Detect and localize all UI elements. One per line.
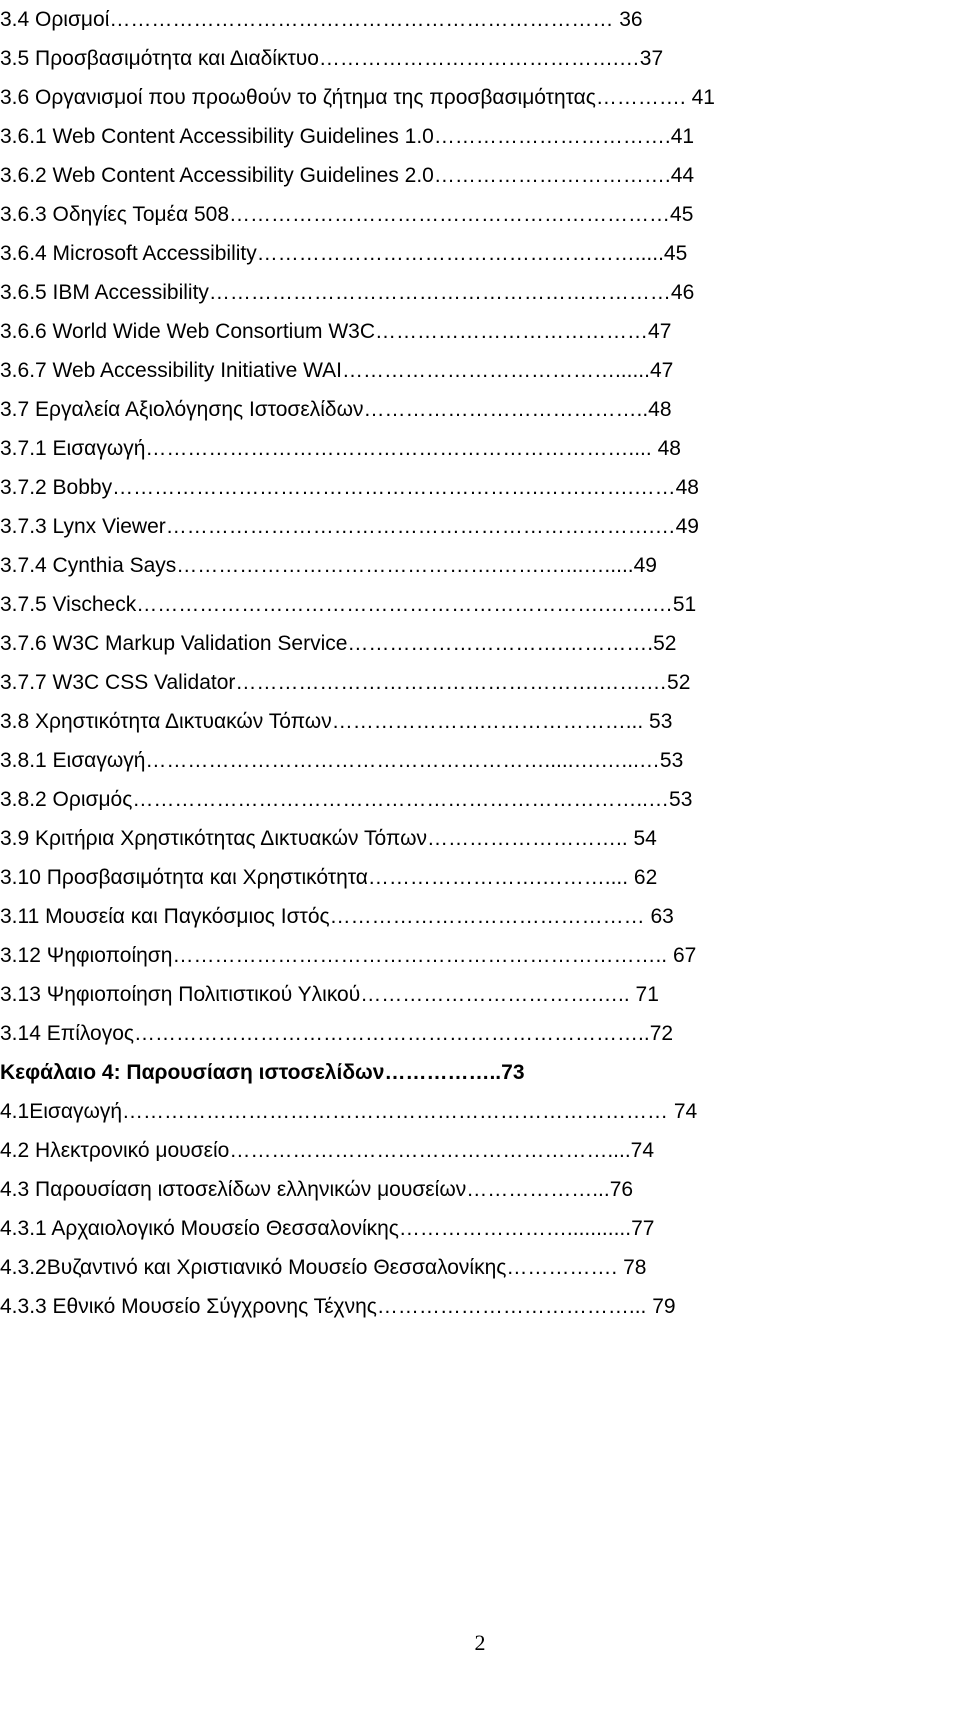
toc-entry-text: 3.7.4 Cynthia Says……………………………………….…….…...….....49 [0, 554, 657, 577]
toc-entry-text: 3.7.3 Lynx Viewer…………………………………………………………….…49 [0, 515, 699, 538]
toc-entry-text: 3.8 Χρηστικότητα Δικτυακών Τόπων……………………………………... 53 [0, 710, 673, 733]
toc-entry [0, 1053, 525, 1093]
page-number: 2 [474, 1630, 486, 1655]
toc-entry [0, 1209, 654, 1249]
toc-entry-text: 3.6.3 Οδηγίες Τομέα 508………………………………………………………45 [0, 203, 694, 226]
toc-entry-text: 3.6.6 World Wide Web Consortium W3C…………………………………47 [0, 320, 672, 343]
toc-entry [0, 0, 643, 40]
toc-entry-text: 3.8.2 Ορισμός………………………………………………………………..…53 [0, 788, 693, 811]
toc-entry [0, 39, 663, 79]
toc-entry-text: 3.7.5 Vischeck………………………………………………………….…….…51 [0, 593, 697, 616]
toc-entry [0, 1014, 673, 1054]
toc-entry-text: 3.5 Προσβασιμότητα και Διαδίκτυο…………………………………….…37 [0, 47, 664, 70]
toc-entry-text: 3.9 Κριτήρια Χρηστικότητας Δικτυακών Τόπων……………………….. 54 [0, 827, 657, 850]
toc-entry-text: 4.3.3 Εθνικό Μουσείο Σύγχρονης Τέχνης………………………………... 79 [0, 1295, 676, 1318]
toc-entry [0, 585, 696, 625]
toc-entry [0, 702, 672, 742]
toc-entry-text: 3.4 Ορισμοί……………………………………………………………… 36 [0, 8, 643, 31]
toc-entry [0, 858, 657, 898]
toc-entry-text: 4.3.1 Αρχαιολογικό Μουσείο Θεσσαλονίκης……………………...........77 [0, 1217, 655, 1240]
toc-entry-text: 3.13 Ψηφιοποίηση Πολιτιστικού Υλικού…………………………….….. 71 [0, 983, 659, 1006]
toc-entry [0, 1248, 646, 1288]
toc-entry-text: 3.7.2 Bobby…………………………………………………….…….…….……48 [0, 476, 699, 499]
toc-entry [0, 78, 715, 118]
toc-entry [0, 273, 694, 313]
toc-entry [0, 975, 659, 1015]
toc-entry [0, 429, 681, 469]
toc-entry [0, 1092, 697, 1132]
toc-entry-text: 3.12 Ψηφιοποίηση…………………………………………………………….. 67 [0, 944, 697, 967]
toc-entry-text: 3.6.7 Web Accessibility Initiative WAI…………………………………......47 [0, 359, 674, 382]
toc-entry-text: Κεφάλαιο 4: Παρουσίαση ιστοσελίδων……………..73 [0, 1061, 525, 1084]
toc-entry-text: 3.6.1 Web Content Accessibility Guidelines 1.0…………………………….41 [0, 125, 695, 148]
toc-entry [0, 507, 699, 547]
toc-entry-text: 3.6.5 IBM Accessibility…………………………………………………………46 [0, 281, 695, 304]
toc-entry-text: 3.11 Μουσεία και Παγκόσμιος Ιστός……………………………………… 63 [0, 905, 674, 928]
toc-entry-text: 3.7.6 W3C Markup Validation Service………………………….………….52 [0, 632, 677, 655]
toc-entry-text: 3.10 Προσβασιμότητα και Χρηστικότητα…………………….……….... 62 [0, 866, 658, 889]
toc-entry [0, 1287, 676, 1327]
toc-entry-text: 3.7 Εργαλεία Αξιολόγησης Ιστοσελίδων…………………………………..48 [0, 398, 672, 421]
toc-entry [0, 897, 674, 937]
toc-entry [0, 663, 690, 703]
toc-entry [0, 234, 687, 274]
toc-entry [0, 936, 696, 976]
toc-entry [0, 741, 683, 781]
toc-entry [0, 468, 699, 508]
toc-entry-text: 4.3 Παρουσίαση ιστοσελίδων ελληνικών μουσείων………………...76 [0, 1178, 634, 1201]
toc-entry-text: 4.3.2Βυζαντινό και Χριστιανικό Μουσείο Θεσσαλονίκης……………. 78 [0, 1256, 647, 1279]
toc-entry [0, 819, 657, 859]
toc-entry-text: 3.7.7 W3C CSS Validator…………………………………………….…….…52 [0, 671, 691, 694]
toc-entry [0, 780, 692, 820]
toc-entry [0, 546, 657, 586]
toc-entry-text: 4.1Εισαγωγή…………………………………………………………………… 74 [0, 1100, 698, 1123]
toc-entry-text: 3.8.1 Εισαγωγή………………………………………………….....….…...…53 [0, 749, 684, 772]
toc-entry [0, 624, 676, 664]
toc-entry [0, 156, 694, 196]
toc-entry-text: 3.7.1 Εισαγωγή…………………………………………………………….... 48 [0, 437, 681, 460]
toc-entry-text: 3.6.4 Microsoft Accessibility……………………………………………….....45 [0, 242, 688, 265]
toc-entry [0, 390, 672, 430]
toc-entry [0, 1170, 633, 1210]
toc-entry-text: 3.6 Οργανισμοί που προωθούν το ζήτημα της προσβασιμότητας…………. 41 [0, 86, 715, 109]
toc-entry [0, 312, 671, 352]
toc-entry-text: 3.14 Επίλογος………………………………………………………………..72 [0, 1022, 674, 1045]
toc-entry-text: 4.2 Ηλεκτρονικό μουσείο………………………………………………....74 [0, 1139, 655, 1162]
toc-entry [0, 1131, 654, 1171]
toc-entry-text: 3.6.2 Web Content Accessibility Guidelines 2.0…………………………….44 [0, 164, 695, 187]
toc-entry [0, 117, 694, 157]
toc-entry [0, 351, 673, 391]
toc-entry [0, 195, 693, 235]
